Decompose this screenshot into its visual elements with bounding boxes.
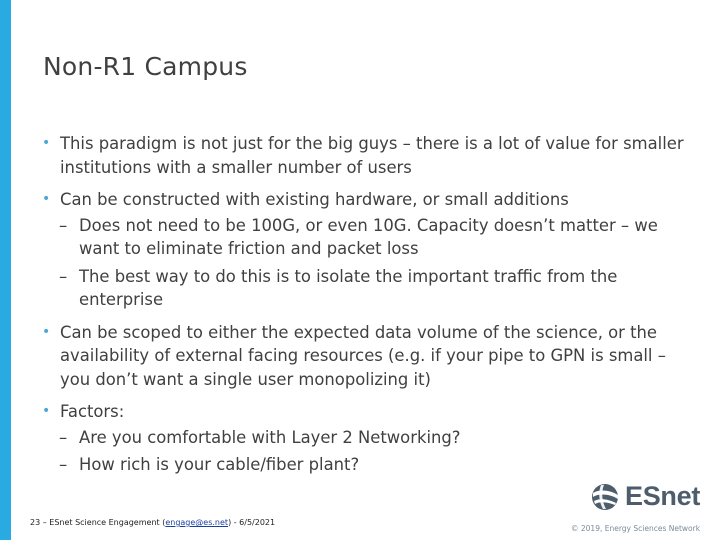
bullet-marker: • xyxy=(42,403,51,419)
bullet-text: This paradigm is not just for the big guys – there is a lot of value for smaller institutions with a smaller number of users xyxy=(60,134,684,177)
accent-bar xyxy=(0,0,11,540)
esnet-logo xyxy=(590,481,700,512)
sub-bullet-item xyxy=(42,214,692,261)
bullet-text: Can be scoped to either the expected data volume of the science, or the availability of external facing resources (e.g. if your pipe to GPN is small – you don’t want a single user monopolizing it) xyxy=(60,322,666,389)
bullet-list xyxy=(42,132,692,481)
bullet-item xyxy=(42,321,692,392)
footer-email-link[interactable]: engage@es.net xyxy=(165,518,229,527)
sub-bullet-item xyxy=(42,426,692,450)
sub-bullet-text: The best way to do this is to isolate the important traffic from the enterprise xyxy=(79,266,618,309)
bullet-marker: • xyxy=(42,135,51,151)
bullet-item xyxy=(42,400,692,424)
bullet-marker: • xyxy=(42,323,51,340)
sub-bullet-text: Does not need to be 100G, or even 10G. Capacity doesn’t matter – we want to eliminate friction and packet loss xyxy=(79,215,658,258)
bullet-text: Factors: xyxy=(60,402,125,421)
sub-bullet-marker: – xyxy=(59,455,68,474)
sub-bullet-marker: – xyxy=(59,215,68,235)
logo-text: ESnet xyxy=(625,481,701,511)
footer-suffix: ) - 6/5/2021 xyxy=(228,518,276,527)
esnet-globe-icon xyxy=(590,482,620,512)
bullet-item xyxy=(42,132,692,179)
sub-bullet-marker: – xyxy=(59,427,68,447)
bullet-marker: • xyxy=(42,191,51,207)
copyright-notice: © 2019, Energy Sciences Network xyxy=(571,524,701,533)
slide-footer xyxy=(30,518,275,527)
slide-title: Non-R1 Campus xyxy=(43,52,248,81)
bullet-text: Can be constructed with existing hardware, or small additions xyxy=(60,190,569,209)
sub-bullet-marker: – xyxy=(59,266,68,286)
sub-bullet-item xyxy=(42,453,692,477)
sub-bullet-item xyxy=(42,265,692,312)
sub-bullet-text: How rich is your cable/fiber plant? xyxy=(79,455,360,474)
sub-bullet-text: Are you comfortable with Layer 2 Networking? xyxy=(79,427,461,447)
bullet-item xyxy=(42,188,692,212)
footer-prefix: 23 – ESnet Science Engagement ( xyxy=(30,518,166,527)
